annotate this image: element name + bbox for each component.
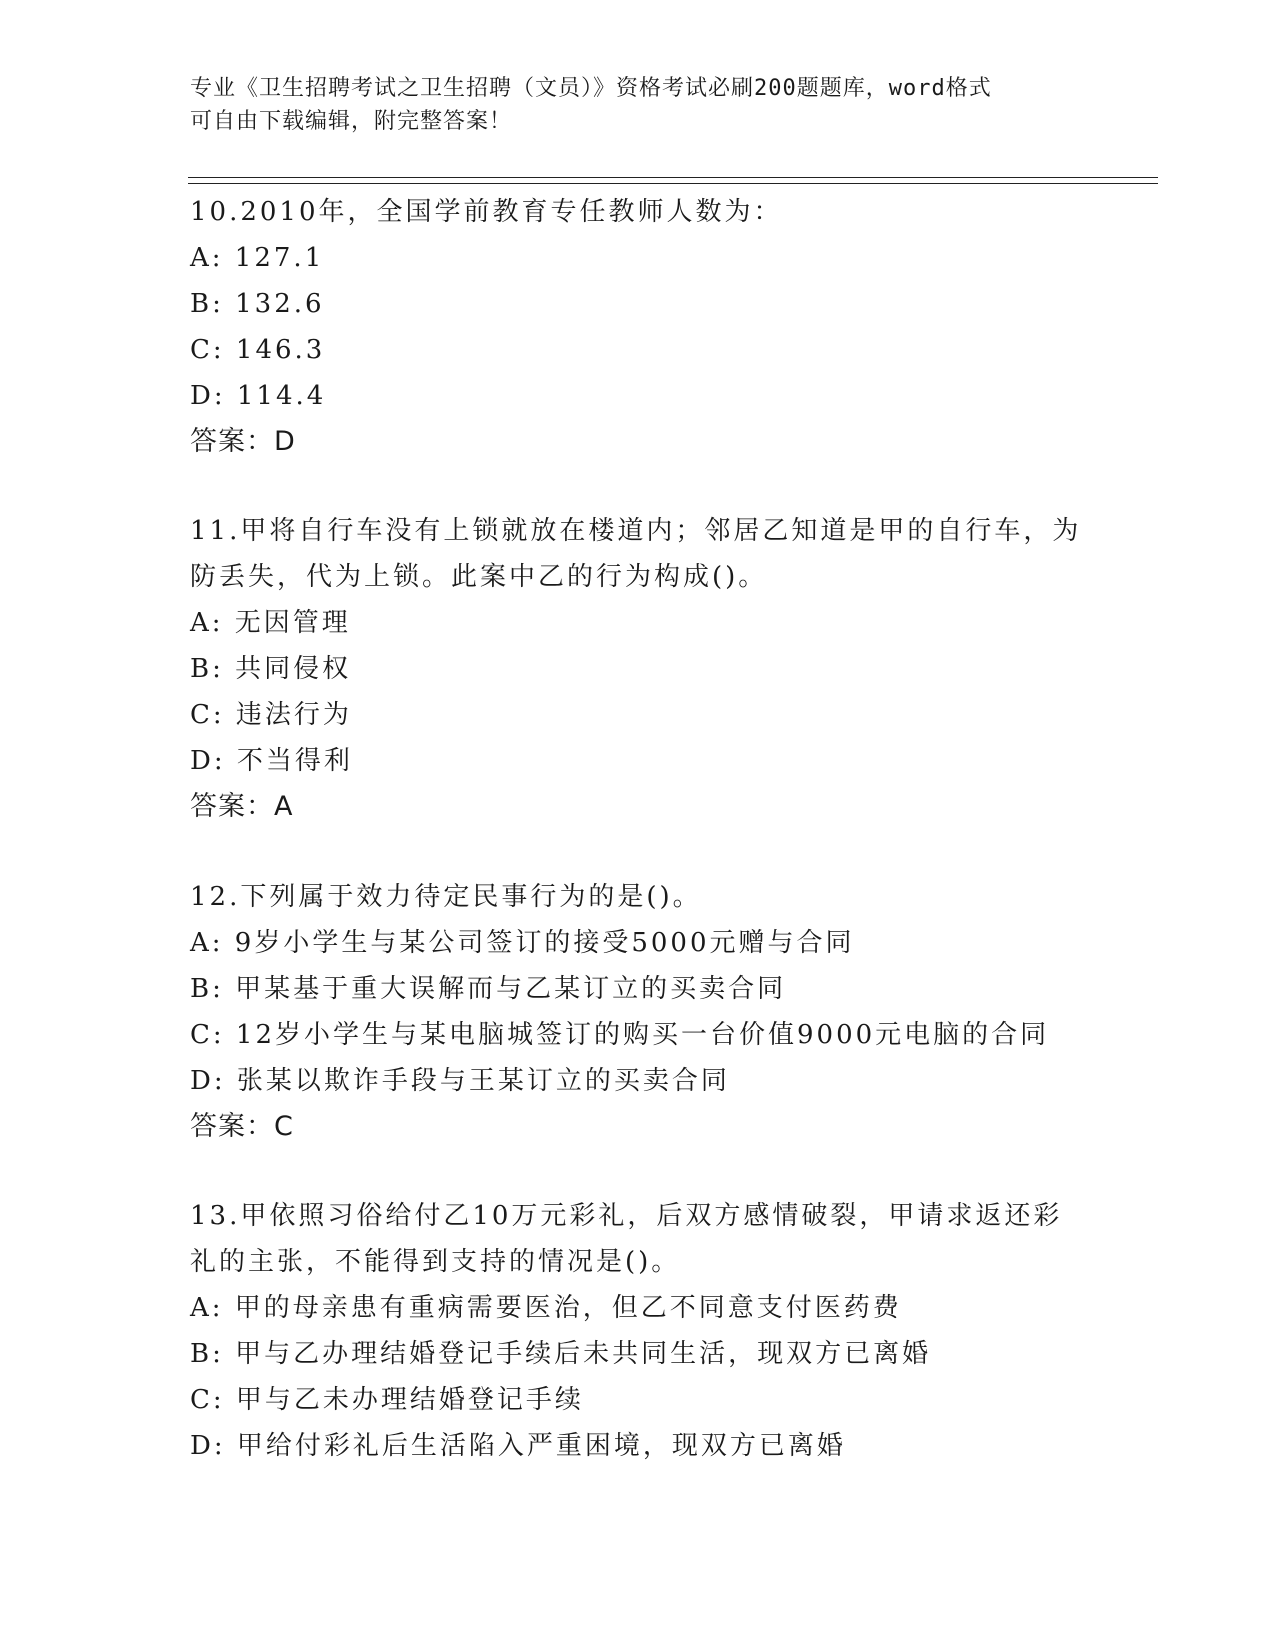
header-divider-top — [188, 177, 1158, 178]
option-b: B: 132.6 — [190, 289, 325, 319]
document-header — [190, 72, 1090, 138]
option-b: B: 甲与乙办理结婚登记手续后未共同生活，现双方已离婚 — [190, 1339, 932, 1369]
option-d: D: 不当得利 — [190, 746, 353, 776]
question-12 — [190, 874, 1090, 1150]
header-divider-bottom — [188, 183, 1158, 184]
option-c: C: 12岁小学生与某电脑城签订的购买一台价值9000元电脑的合同 — [190, 1020, 1050, 1050]
option-a: A: 甲的母亲患有重病需要医治，但乙不同意支付医药费 — [190, 1293, 902, 1323]
option-c: C: 甲与乙未办理结婚登记手续 — [190, 1385, 584, 1415]
question-stem: 10.2010年，全国学前教育专任教师人数为： — [190, 197, 783, 227]
option-d: D: 甲给付彩礼后生活陷入严重困境，现双方已离婚 — [190, 1431, 846, 1461]
question-11 — [190, 508, 1090, 830]
question-stem: 13.甲依照习俗给付乙10万元彩礼，后双方感情破裂，甲请求返还彩 — [190, 1201, 1063, 1231]
question-stem-continued: 防丢失，代为上锁。此案中乙的行为构成()。 — [190, 562, 768, 592]
header-line-1: 专业《卫生招聘考试之卫生招聘（文员）》资格考试必刷200题题库，word格式 — [190, 76, 992, 101]
option-c: C: 违法行为 — [190, 700, 352, 730]
option-b: B: 共同侵权 — [190, 654, 352, 684]
option-d: D: 114.4 — [190, 381, 327, 411]
option-d: D: 张某以欺诈手段与王某订立的买卖合同 — [190, 1066, 730, 1096]
answer-label: 答案：A — [190, 791, 294, 822]
header-line-2: 可自由下载编辑，附完整答案！ — [190, 109, 513, 134]
question-stem: 11.甲将自行车没有上锁就放在楼道内；邻居乙知道是甲的自行车，为 — [190, 516, 1082, 546]
answer-label: 答案：C — [190, 1111, 294, 1142]
option-a: A: 无因管理 — [190, 608, 351, 638]
option-c: C: 146.3 — [190, 335, 326, 365]
answer-label: 答案：D — [190, 426, 296, 457]
option-a: A: 127.1 — [190, 243, 325, 273]
option-b: B: 甲某基于重大误解而与乙某订立的买卖合同 — [190, 974, 787, 1004]
question-stem-continued: 礼的主张，不能得到支持的情况是()。 — [190, 1247, 681, 1277]
question-13 — [190, 1193, 1090, 1469]
question-stem: 12.下列属于效力待定民事行为的是()。 — [190, 882, 702, 912]
option-a: A: 9岁小学生与某公司签订的接受5000元赠与合同 — [190, 928, 855, 958]
question-10 — [190, 189, 1090, 465]
